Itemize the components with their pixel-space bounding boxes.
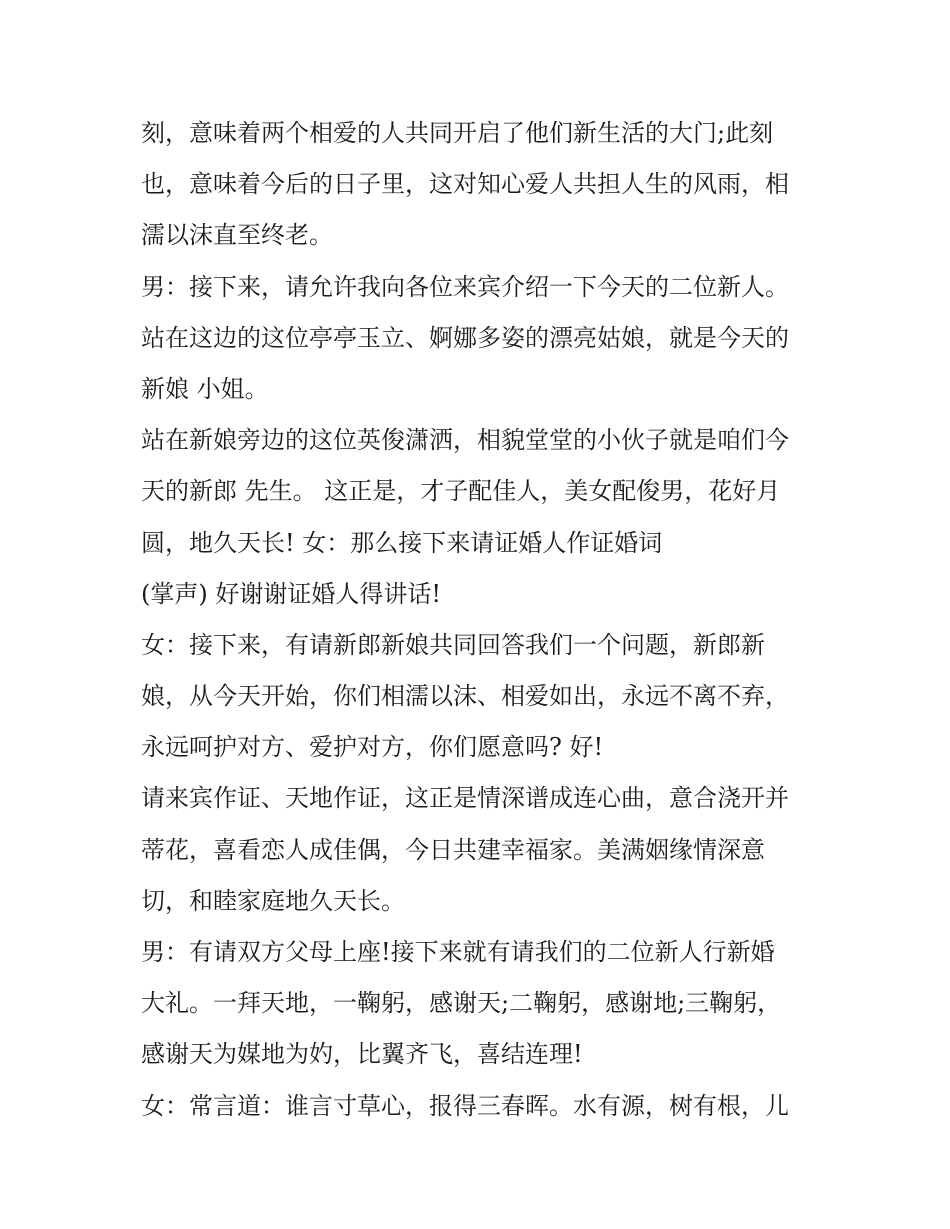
text-line: 感谢天为媒地为妁，比翼齐飞，喜结连理! bbox=[141, 1040, 583, 1069]
text-line: 请来宾作证、天地作证，这正是情深谱成连心曲，意合浇开并 bbox=[141, 784, 789, 813]
body-text bbox=[141, 108, 821, 1132]
text-line: 站在新娘旁边的这位英俊潇洒，相貌堂堂的小伙子就是咱们今 bbox=[141, 426, 789, 455]
text-line: 天的新郎 先生。 这正是，才子配佳人，美女配俊男，花好月 bbox=[141, 477, 781, 506]
text-line: 娘，从今天开始，你们相濡以沫、相爱如出，永远不离不弃， bbox=[141, 682, 789, 711]
text-line: 男：有请双方父母上座!接下来就有请我们的二位新人行新婚 bbox=[141, 938, 775, 966]
text-line: 新娘 小姐。 bbox=[141, 374, 269, 403]
text-line: 女：常言道：谁言寸草心，报得三春晖。水有源，树有根，儿 bbox=[141, 1091, 789, 1120]
text-line: 切，和睦家庭地久天长。 bbox=[141, 886, 405, 915]
text-line: 也，意味着今后的日子里，这对知心爱人共担人生的风雨，相 bbox=[141, 170, 789, 199]
text-line: 站在这边的这位亭亭玉立、婀娜多姿的漂亮姑娘，就是今天的 bbox=[141, 323, 789, 352]
text-line: 蒂花，喜看恋人成佳偶，今日共建幸福家。美满姻缘情深意 bbox=[141, 835, 765, 864]
text-line: 圆，地久天长! 女：那么接下来请证婚人作证婚词 bbox=[141, 528, 663, 557]
text-line: (掌声) 好谢谢证婚人得讲话! bbox=[141, 579, 441, 608]
text-line: 女：接下来，有请新郎新娘共同回答我们一个问题，新郎新 bbox=[141, 630, 765, 659]
text-line: 永远呵护对方、爱护对方，你们愿意吗? 好! bbox=[141, 733, 604, 762]
text-line: 大礼。一拜天地，一鞠躬，感谢天;二鞠躬，感谢地;三鞠躬， bbox=[141, 989, 782, 1018]
text-line: 濡以沫直至终老。 bbox=[141, 221, 333, 250]
text-line: 刻，意味着两个相爱的人共同开启了他们新生活的大门;此刻 bbox=[141, 119, 774, 147]
text-line: 男：接下来，请允许我向各位来宾介绍一下今天的二位新人。 bbox=[141, 272, 789, 301]
